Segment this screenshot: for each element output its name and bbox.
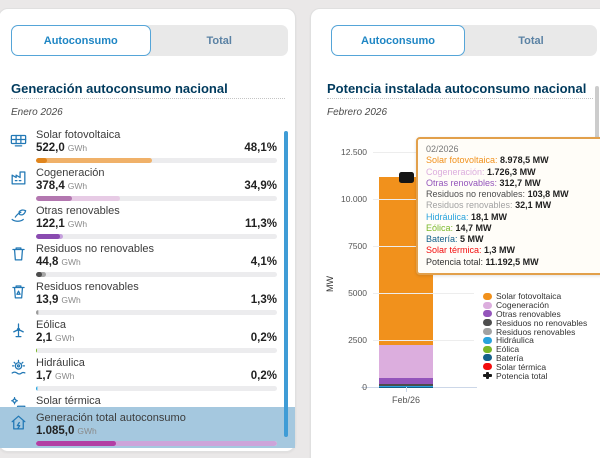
legend-label: Otras renovables <box>496 309 561 319</box>
tooltip-row-e-lica <box>426 223 600 234</box>
legend-swatch <box>483 354 492 361</box>
tab-total[interactable]: Total <box>518 34 544 47</box>
legend-swatch <box>483 363 492 370</box>
tooltip-label: Batería: <box>426 234 461 244</box>
tooltip-label: Cogeneración: <box>426 166 488 177</box>
list-item[interactable] <box>0 394 295 407</box>
tooltip-row-residuos-renovables <box>426 200 600 211</box>
item-label: Otras renovables <box>36 205 120 217</box>
tooltip-label: Residuos no renovables: <box>426 189 528 199</box>
divider <box>11 98 285 99</box>
legend-swatch <box>483 328 492 335</box>
tooltip-label: Eólica: <box>426 222 456 233</box>
item-bar-lead <box>36 196 72 201</box>
other-renewables-icon <box>9 204 29 242</box>
gridline <box>373 340 474 341</box>
tooltip-value: 14,7 MW <box>455 222 492 233</box>
tooltip-row-hidr-ulica <box>426 212 600 223</box>
tab-total[interactable]: Total <box>206 34 232 47</box>
tooltip-label: Solar térmica: <box>426 245 485 256</box>
house-energy-icon <box>9 411 29 448</box>
item-percent: 34,9% <box>244 180 277 192</box>
tooltip-label: Otras renovables: <box>426 177 500 188</box>
item-unit: GWh <box>61 295 81 305</box>
list-item[interactable] <box>0 280 295 318</box>
tab-autoconsumo[interactable]: Autoconsumo <box>11 25 151 56</box>
x-axis-line <box>361 387 477 388</box>
waste-icon <box>9 242 29 280</box>
tooltip-value: 1.726,3 MW <box>487 166 536 177</box>
legend-label: Eólica <box>496 344 520 355</box>
y-tick-label: 7500 <box>348 241 367 251</box>
legend-swatch <box>483 319 492 326</box>
item-bar <box>36 272 277 277</box>
item-bar <box>36 158 277 163</box>
item-label: Residuos renovables <box>36 281 139 293</box>
legend-label: Solar térmica <box>496 361 547 372</box>
item-label: Hidráulica <box>36 357 85 369</box>
bar-segment-cogeneraci-n[interactable] <box>379 345 433 377</box>
item-unit: GWh <box>77 426 97 436</box>
item-bar-fill <box>36 158 152 163</box>
page-title: Potencia instalada autoconsumo nacional <box>327 80 587 96</box>
item-value: 122,1 <box>36 218 65 230</box>
capacity-tab-group <box>331 25 597 56</box>
tooltip-value: 103,8 MW <box>527 189 569 199</box>
tooltip-row-solar-fotovoltaica <box>426 155 600 166</box>
item-percent: 48,1% <box>244 142 277 154</box>
cogeneration-icon <box>9 166 29 204</box>
item-bar-lead <box>36 348 37 353</box>
item-bar <box>36 386 277 391</box>
item-unit: GWh <box>67 143 88 153</box>
y-tick-label: 2500 <box>348 335 367 345</box>
renewable-waste-icon <box>9 280 29 318</box>
item-bar <box>36 348 277 353</box>
item-percent: 0,2% <box>250 370 277 382</box>
list-item[interactable] <box>0 242 295 280</box>
item-value: 44,8 <box>36 256 59 268</box>
list-item[interactable] <box>0 318 295 356</box>
item-unit: GWh <box>55 371 75 381</box>
item-percent: 4,1% <box>250 256 277 268</box>
legend-label: Residuos no renovables <box>496 317 588 328</box>
legend-label: Hidráulica <box>496 335 534 346</box>
y-tick-label: 5000 <box>348 288 367 298</box>
tab-autoconsumo[interactable]: Autoconsumo <box>331 25 465 56</box>
scrollbar-thumb[interactable] <box>284 131 288 437</box>
generation-tab-group <box>11 25 288 56</box>
total-generation-row[interactable] <box>0 407 295 448</box>
item-unit: GWh <box>55 333 75 343</box>
item-value: 378,4 <box>36 180 65 192</box>
item-bar-lead <box>36 272 42 277</box>
tooltip-label: Residuos renovables: <box>426 200 516 211</box>
solar-panel-icon <box>9 128 29 166</box>
tooltip-header: 02/2026 <box>426 144 459 154</box>
tooltip-row-potencia-total <box>426 257 600 268</box>
solar-thermal-icon <box>9 394 29 407</box>
item-label: Solar fotovoltaica <box>36 129 121 141</box>
hydro-icon <box>9 356 29 394</box>
item-label: Residuos no renovables <box>36 243 155 255</box>
legend-label: Batería <box>496 352 524 363</box>
y-tick-label: 0 <box>362 382 367 392</box>
legend-label: Cogeneración <box>496 300 549 311</box>
legend-swatch <box>483 310 492 317</box>
item-value: 1,7 <box>36 370 52 382</box>
gridline <box>373 293 474 294</box>
tooltip-rows <box>426 155 600 268</box>
list-item[interactable] <box>0 204 295 242</box>
tooltip-label: Hidráulica: <box>426 211 472 222</box>
tooltip-row-bater-a <box>426 234 600 245</box>
item-label: Cogeneración <box>36 167 105 179</box>
tooltip-row-solar-t-rmica <box>426 245 600 256</box>
item-bar-lead <box>36 158 47 163</box>
item-bar <box>36 310 277 315</box>
list-item[interactable] <box>0 166 295 204</box>
total-marker[interactable] <box>399 172 414 183</box>
generation-list <box>0 128 295 448</box>
item-value: 2,1 <box>36 332 52 344</box>
divider <box>327 98 593 99</box>
tooltip-value: 18,1 MW <box>471 211 508 222</box>
legend-swatch <box>483 293 492 300</box>
tooltip-row-cogeneraci-n <box>426 167 600 178</box>
item-label: Solar térmica <box>36 395 101 407</box>
item-unit: GWh <box>67 219 88 229</box>
tooltip-value: 11.192,5 MW <box>485 256 539 267</box>
tooltip-row-residuos-no-renovables <box>426 189 600 200</box>
tooltip-value: 1,3 MW <box>484 245 516 256</box>
legend-swatch <box>483 346 492 353</box>
item-bar <box>36 234 277 239</box>
item-bar <box>36 196 277 201</box>
y-tick-label: 12.500 <box>341 147 367 157</box>
item-value: 1.085,0 <box>36 425 75 437</box>
legend-label: Residuos renovables <box>496 326 576 337</box>
list-item[interactable] <box>0 356 295 394</box>
item-percent: 1,3% <box>250 294 277 306</box>
item-value: 522,0 <box>36 142 65 154</box>
y-axis-title: MW <box>325 276 335 292</box>
legend-item-potencia-total[interactable] <box>483 371 587 380</box>
tooltip-value: 32,1 MW <box>515 200 552 211</box>
x-tick <box>406 387 407 392</box>
item-percent: 0,2% <box>250 332 277 344</box>
item-unit: GWh <box>67 181 88 191</box>
item-bar-lead <box>36 441 116 446</box>
period-label: Febrero 2026 <box>327 107 388 118</box>
tooltip-label: Potencia total: <box>426 256 486 267</box>
item-bar <box>36 441 277 446</box>
item-label: Eólica <box>36 319 66 331</box>
legend-label: Solar fotovoltaica <box>496 291 562 302</box>
period-label: Enero 2026 <box>11 107 63 118</box>
tooltip-value: 5 MW <box>460 234 484 244</box>
item-bar-lead <box>36 234 60 239</box>
page-title: Generación autoconsumo nacional <box>11 80 228 96</box>
item-value: 13,9 <box>36 294 59 306</box>
wind-turbine-icon <box>9 318 29 356</box>
tooltip-value: 8.978,5 MW <box>500 155 549 166</box>
item-bar-lead <box>36 310 38 315</box>
item-unit: GWh <box>61 257 81 267</box>
list-item[interactable] <box>0 128 295 166</box>
legend-swatch <box>483 302 492 309</box>
capacity-panel <box>310 8 600 458</box>
chart-plot <box>311 134 600 424</box>
tooltip-row-otras-renovables <box>426 178 600 189</box>
y-tick-label: 10.000 <box>341 194 367 204</box>
item-label: Generación total autoconsumo <box>36 412 186 424</box>
item-percent: 11,3% <box>245 218 277 230</box>
tooltip-value: 312,7 MW <box>499 177 541 188</box>
generation-panel <box>0 8 296 452</box>
x-tick-label: Feb/26 <box>391 395 421 405</box>
tooltip-label: Solar fotovoltaica: <box>426 155 501 166</box>
chart-tooltip <box>416 137 600 275</box>
chart-legend <box>483 292 587 380</box>
legend-swatch <box>483 337 492 344</box>
legend-label: Potencia total <box>496 370 548 381</box>
total-marker-icon <box>483 374 492 377</box>
